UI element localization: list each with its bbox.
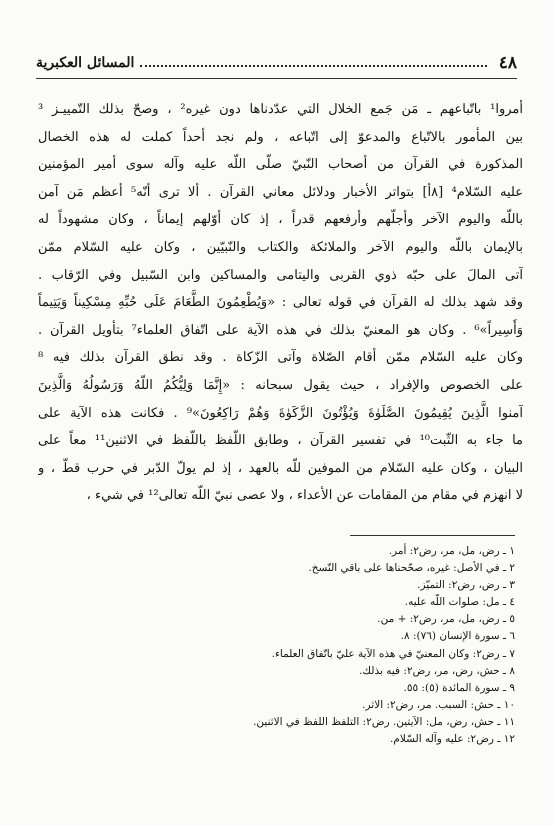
body-line: المذكورة في القرآن من أصحاب النّبيّ صلّى اللّه عليه وآله سوى أمير المؤمنين — [38, 157, 523, 173]
body-line: آتى المالَ على حبّه ذوي القربى واليتامى والمساكين وابن السّبيل وفي الرّقاب . — [38, 267, 523, 283]
footnotes — [60, 543, 515, 748]
footnote: ٣ ـ رض، رض٢: التميّز. — [417, 579, 515, 592]
body-line: ما جاء به الثّبت¹⁰ في تفسير القرآن ، وطابق اللّفظ باللّفظ في الاثنين¹¹ معاً على — [38, 433, 523, 449]
body-line: لا انهزم في مقام من المقامات عن الأعداء ، ولا عصى نبيّ اللّه تعالى¹² في شيء ، — [86, 488, 523, 504]
footnote: ١٠ ـ حش: السبب. مر، رض٢: الاثر. — [362, 698, 515, 711]
body-text — [38, 96, 523, 510]
body-line: وَأَسِيراً»⁶ . وكان هو المعنيّ بذلك في هذه الآية على اتّفاق العلماء⁷ بتأويل القرآن . — [38, 322, 523, 338]
footnote: ٨ ـ حش، رض، مر، رض٢: فيه بذلك. — [359, 664, 515, 677]
body-line: بالإيمان باللّه واليوم الآخر والملائكة والكتاب والنّبيّين ، وكان عليه السّلام ممّن — [38, 239, 523, 255]
footnote-separator — [350, 535, 515, 536]
header-rule — [36, 78, 517, 79]
body-line: آمنوا الَّذِينَ يُقِيمُونَ الصَّلَوٰةَ وَيُؤْتُونَ الزَّكَوٰةَ وَهُمْ رَاكِعُونَ»⁹ . فكانت هذه الآية على — [38, 405, 523, 421]
footnote: ٤ ـ مل: صلوات اللّه عليه. — [404, 596, 515, 609]
body-line: وقد شهد بذلك له القرآن في قوله تعالى : «وَيُطْعِمُونَ الطَّعَامَ عَلَى حُبِّهِ مِسْكِيناً وَيَتِيماً — [38, 295, 523, 311]
page-header — [36, 52, 517, 74]
running-title: المسائل العكبرية — [36, 55, 135, 71]
footnote: ١ ـ رض، مل، مر، رض٢: أمر. — [388, 545, 515, 557]
dotted-leader — [140, 65, 486, 67]
body-line: باللّه واليوم الآخر وأجلّهم وأرفعهم قدراً ، إذ كان أوّلهم إيماناً ، وكان مشهوداً له — [38, 212, 523, 228]
body-line: أمروا¹ باتّباعهم ـ مَن جَمع الخلال التي عدّدناها دون غيره² ، وصحّ بذلك التّمييـز ³ — [38, 102, 523, 117]
footnote: ٦ ـ سورة الإنسان (٧٦): ٨. — [400, 630, 515, 643]
body-line: بين المأمور بالاتّباع والمدعوّ إلى اتّباعه ، ولم نجد أحداً كملت له هذه الخصال — [38, 129, 523, 145]
body-line: عليه السّلام⁴ [٨أ] بتواتر الأخبار ودلائل معاني القرآن . ألا ترى أنّه⁵ أعظم مَن آمن — [38, 184, 523, 200]
footnote: ١١ ـ حش، رض، مل: الآيتين. رض٢: التلفظ اللفظ في الاثنين. — [253, 715, 515, 728]
footnote: ١٢ ـ رض٢: عليه وآله السّلام. — [390, 733, 515, 746]
footnote: ٥ ـ رض، مل، مر، رض٢: + من. — [377, 613, 515, 626]
body-line: البيان ، وكان عليه السّلام من الموفين للّه بالعهد ، إذ لم يولّ الدّبر في حرب قطّ ، و — [38, 460, 523, 476]
body-line: وكان عليه السّلام ممّن أقام الصّلاة وآتى الزّكاة . وقد نطق القرآن بذلك فيه ⁸ — [38, 350, 523, 366]
footnote: ٢ ـ في الأصل: غيره، صحّحناها على باقي النّسخ. — [308, 562, 515, 575]
footnote: ٩ ـ سورة المائدة (٥): ٥٥. — [403, 681, 515, 694]
footnote: ٧ ـ رض٢: وكان المعنيّ في هذه الآية عليّ باتّفاق العلماء. — [271, 647, 515, 660]
page-number: ٤٨ — [498, 53, 517, 73]
body-line: على الخصوص والإفراد ، حيث يقول سبحانه : «إِنَّمَا وَلِيُّكُمُ اللّهُ وَرَسُولُهُ وَالَّذِينَ — [38, 377, 523, 393]
